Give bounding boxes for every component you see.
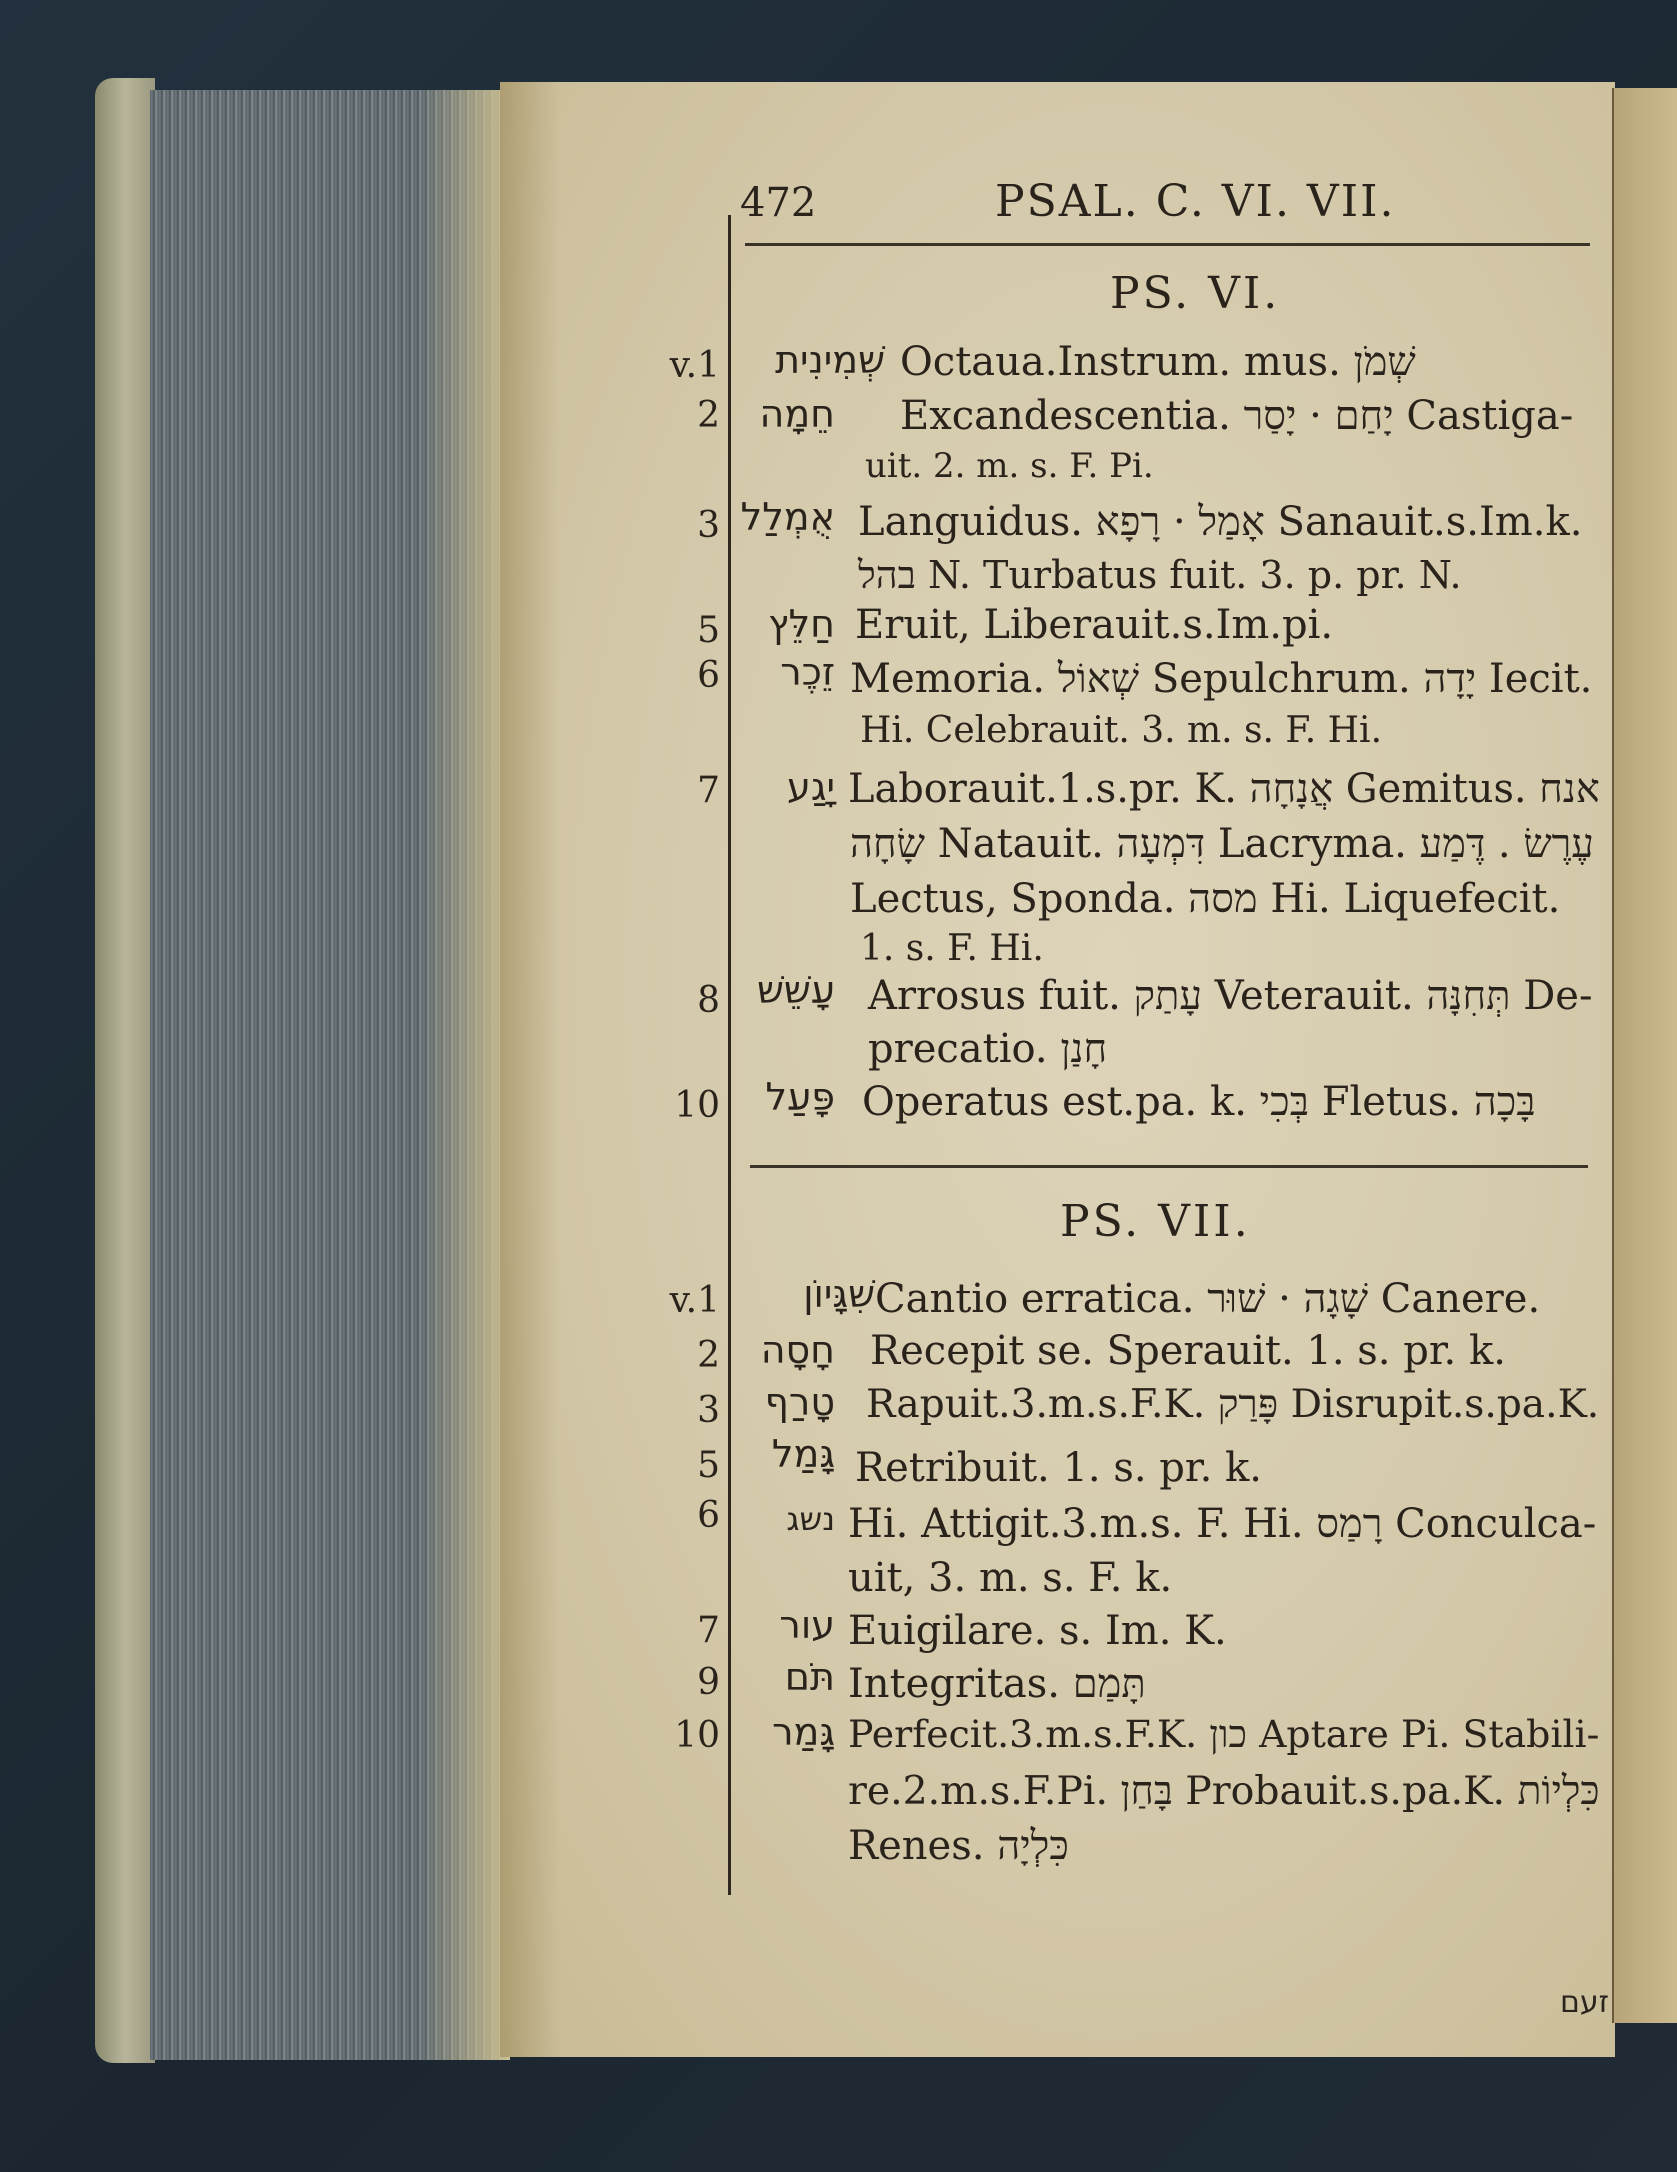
gloss-line: Euigilare. s. Im. K. <box>848 1608 1227 1654</box>
gloss-line: Retribuit. 1. s. pr. k. <box>855 1445 1262 1491</box>
gloss-line: Renes. כִּלְיָה <box>848 1823 1069 1869</box>
gloss-line: Hi. Attigit.3.m.s. F. Hi. רָמַס Conculca- <box>848 1501 1597 1547</box>
gloss-line: Cantio erratica. שָׁגָה · שׁוּר Canere. <box>875 1276 1541 1322</box>
verse-number: 3 <box>697 1390 720 1431</box>
gloss-line: Laborauit.1.s.pr. K. אֲנָחָה Gemitus. אנח <box>848 766 1600 812</box>
headword: אֻמְלַל <box>740 495 835 539</box>
headword: שִׁגָּיוֹן <box>803 1272 875 1316</box>
gloss-line: Excandescentia. יָחַם · יָסַר Castiga- <box>900 393 1574 439</box>
header-rule <box>745 243 1590 246</box>
verse-number: v.1 <box>669 345 720 386</box>
headword: יָגַע <box>787 765 835 809</box>
verse-number: 5 <box>697 1445 720 1486</box>
section-title: PS. VI. <box>1110 268 1281 319</box>
verse-number: v.1 <box>669 1280 720 1321</box>
verse-number: 2 <box>697 395 720 436</box>
verse-number: 10 <box>674 1085 720 1126</box>
gloss-line: Memoria. שְׁאוֹל Sepulchrum. יָדָה Iecit. <box>850 656 1593 702</box>
verse-number: 5 <box>697 610 720 651</box>
headword: זֵכֶר <box>780 650 835 694</box>
running-title: PSAL. C. VI. VII. <box>995 176 1396 227</box>
gloss-line: Eruit, Liberauit.s.Im.pi. <box>855 602 1334 648</box>
headword: שְׁמִינִית <box>775 338 885 382</box>
verse-number: 3 <box>697 505 720 546</box>
headword: עָשֵׁשׁ <box>756 968 835 1012</box>
gloss-line: בהל N. Turbatus fuit. 3. p. pr. N. <box>858 553 1462 597</box>
gloss-line: uit, 3. m. s. F. k. <box>848 1555 1173 1601</box>
gloss-line: שָׂחָה Natauit. דִּמְעָה Lacryma. עֶרֶשׂ . דֶּמַע <box>850 821 1594 867</box>
verse-number: 7 <box>697 1610 720 1651</box>
gloss-line: Recepit se. Sperauit. 1. s. pr. k. <box>870 1328 1506 1374</box>
gloss-line: Operatus est.pa. k. בְּכִי Fletus. בָּכָה <box>862 1079 1536 1125</box>
verse-number: 2 <box>697 1335 720 1376</box>
facing-page-edge <box>1612 88 1677 2023</box>
column-rule <box>728 215 731 1895</box>
headword: טָרַף <box>764 1380 835 1424</box>
headword: פָּעַל <box>765 1075 835 1119</box>
verse-number: 10 <box>674 1715 720 1756</box>
headword: חַלֵּץ <box>768 602 835 646</box>
section-title: PS. VII. <box>1060 1196 1251 1247</box>
catchword: זעם <box>1560 1985 1610 2020</box>
gloss-line: Integritas. תָּמַם <box>848 1661 1146 1707</box>
headword: חָסָה <box>760 1328 835 1372</box>
verse-number: 6 <box>697 655 720 696</box>
page-edges-shadow <box>420 90 510 2060</box>
gloss-line: re.2.m.s.F.Pi. בָּחַן Probauit.s.pa.K. כִּלְיוֹת <box>848 1768 1600 1814</box>
headword: גָּמַר <box>772 1710 835 1754</box>
gloss-line: uit. 2. m. s. F. Pi. <box>865 446 1154 486</box>
page-gutter-shadow <box>500 82 560 2057</box>
headword: עור <box>779 1603 835 1647</box>
gloss-line: Rapuit.3.m.s.F.K. פָּרַק Disrupit.s.pa.K. <box>866 1382 1600 1427</box>
headword: תֹּם <box>784 1655 835 1699</box>
page-number: 472 <box>740 180 817 226</box>
gloss-line: 1. s. F. Hi. <box>860 928 1044 969</box>
gloss-line: Octaua.Instrum. mus. שְׁמֹן <box>900 339 1416 385</box>
gloss-line: Perfecit.3.m.s.F.K. כון Aptare Pi. Stabili- <box>848 1712 1600 1756</box>
gloss-line: Lectus, Sponda. מסה Hi. Liquefecit. <box>850 876 1561 922</box>
headword: חֵמָה <box>759 392 835 436</box>
verse-number: 6 <box>697 1495 720 1536</box>
gloss-line: Languidus. אָמַל · רָפָא Sanauit.s.Im.k. <box>858 499 1583 545</box>
gloss-line: Hi. Celebrauit. 3. m. s. F. Hi. <box>860 710 1383 751</box>
section-rule <box>750 1165 1588 1168</box>
verse-number: 9 <box>697 1662 720 1703</box>
verse-number: 8 <box>697 980 720 1021</box>
gloss-line: precatio. חָנַן <box>868 1026 1108 1072</box>
verse-number: 7 <box>697 770 720 811</box>
book-cover-edge <box>95 78 155 2063</box>
headword: גָּמַל <box>771 1432 835 1476</box>
headword: נשג <box>786 1500 835 1538</box>
gloss-line: Arrosus fuit. עָתַק Veterauit. תְּחִנָּה De- <box>868 973 1593 1019</box>
